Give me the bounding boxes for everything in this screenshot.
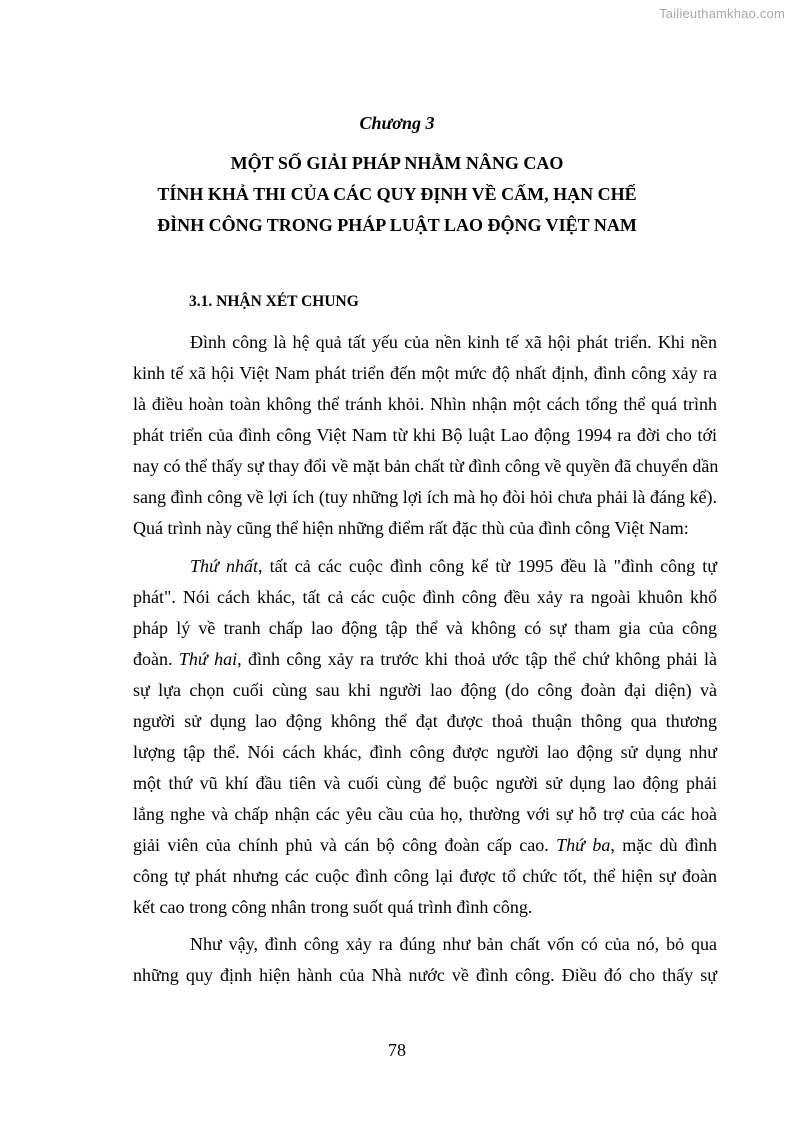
- paragraph-line: kinh tế xã hội Việt Nam phát triển đến một mức độ nhất định, đình công xảy ra: [133, 363, 717, 383]
- paragraph-line: lắng nghe và chấp nhận các yêu cầu của họ, thường với sự hỗ trợ của các hoà: [133, 804, 717, 824]
- paragraph-line: phát triển của đình công Việt Nam từ khi Bộ luật Lao động 1994 ra đời cho tới: [133, 425, 717, 445]
- section-heading: 3.1. NHẬN XÉT CHUNG: [189, 293, 359, 310]
- paragraph-line: là điều hoàn toàn không thể tránh khỏi. Nhìn nhận một cách tổng thể quá trình: [133, 394, 717, 414]
- emphasis-text: Thứ hai: [178, 649, 238, 669]
- paragraph-line: người sử dụng lao động không thể đạt được thoả thuận thông qua thương: [133, 711, 717, 731]
- paragraph-line: đoàn. Thứ hai, đình công xảy ra trước khi thoả ước tập thể chứ không phải là: [133, 649, 717, 669]
- paragraph-line: phát". Nói cách khác, tất cả các cuộc đình công đều xảy ra ngoài khuôn khổ: [133, 587, 717, 607]
- paragraph-line: những quy định hiện hành của Nhà nước về đình công. Điều đó cho thấy sự: [133, 965, 717, 985]
- emphasis-text: Thứ nhất: [190, 556, 258, 576]
- paragraph-line: nay có thể thấy sự thay đổi về mặt bản chất từ đình công về quyền đã chuyển dần: [133, 456, 719, 476]
- paragraph-line: lượng tập thể. Nói cách khác, đình công được người lao động sử dụng như: [133, 742, 717, 762]
- title-line-1: MỘT SỐ GIẢI PHÁP NHẰM NÂNG CAO: [230, 153, 564, 173]
- paragraph-2: [133, 551, 717, 923]
- paragraph-line: Đình công là hệ quả tất yếu của nền kinh tế xã hội phát triển. Khi nền: [190, 332, 717, 352]
- paragraph-line: công tự phát nhưng các cuộc đình công lại được tổ chức tốt, thể hiện sự đoàn: [133, 866, 717, 886]
- paragraph-line: Như vậy, đình công xảy ra đúng như bản chất vốn có của nó, bỏ qua: [190, 934, 717, 954]
- paragraph-line: Thứ nhất, tất cả các cuộc đình công kể từ 1995 đều là "đình công tự: [190, 556, 717, 576]
- paragraph-line: sự lựa chọn cuối cùng sau khi người lao động (do công đoàn đại diện) và: [133, 680, 717, 700]
- title-line-3: ĐÌNH CÔNG TRONG PHÁP LUẬT LAO ĐỘNG VIỆT NAM: [157, 215, 637, 235]
- emphasis-text: Thứ ba: [556, 835, 611, 855]
- paragraph-line: pháp lý về tranh chấp lao động tập thể và không có sự tham gia của công: [133, 618, 717, 638]
- title-line-2: TÍNH KHẢ THI CỦA CÁC QUY ĐỊNH VỀ CẤM, HẠN CHẾ: [157, 184, 637, 204]
- paragraph-line: Quá trình này cũng thể hiện những điểm rất đặc thù của đình công Việt Nam:: [133, 518, 689, 538]
- paragraph-line: sang đình công về lợi ích (tuy những lợi ích mà họ đòi hỏi chưa phải là đáng kể).: [133, 487, 717, 507]
- watermark: Tailieuthamkhao.com: [659, 6, 785, 21]
- chapter-title: [0, 148, 794, 241]
- paragraph-line: một thứ vũ khí đầu tiên và cuối cùng để buộc người sử dụng lao động phải: [133, 773, 717, 793]
- paragraph-line: giải viên của chính phủ và cán bộ công đoàn cấp cao. Thứ ba, mặc dù đình: [133, 835, 718, 855]
- paragraph-3: [133, 929, 717, 991]
- paragraph-1: [133, 327, 717, 544]
- chapter-heading: Chương 3: [359, 113, 435, 133]
- page-number: 78: [388, 1040, 406, 1060]
- paragraph-line: kết cao trong công nhân trong suốt quá trình đình công.: [133, 897, 533, 917]
